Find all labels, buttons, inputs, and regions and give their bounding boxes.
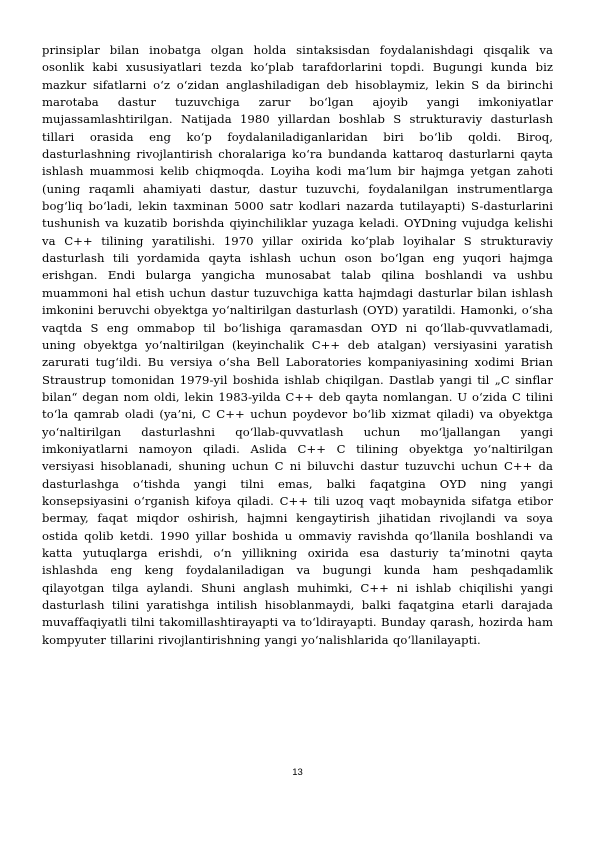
page-number: 13 — [292, 767, 303, 778]
body-paragraph: prinsiplar bilan inobatga olgan holda sintaksisdan foydalanishdagi qisqalik va osonlik kabi xususiyatlari tezda ko‘plab tarafdorlarini topdi. Bugungi kunda biz mazkur sifatlarni o‘z o‘zidan anglashiladigan deb hisoblaymiz, lekin S da birinchi marotaba dastur tuzuvchiga zarur bo‘lgan ajoyib yangi imkoniyatlar mujassamlashtirilgan. Natijada 1980 yillardan boshlab S strukturaviy dasturlash tillari orasida eng ko‘p foydalaniladiganlaridan biri bo‘lib qoldi. Biroq, dasturlashning rivojlantirish choralariga ko‘ra bundanda kattaroq dasturlarni qayta ishlash muammosi kelib chiqmoqda. Loyiha kodi ma’lum bir hajmga yetgan zahoti (uning raqamli ahamiyati dastur, dastur tuzuvchi, foydalanilgan instrumentlarga bog‘liq bo‘ladi, lekin taxminan 5000 satr kodlari nazarda tutilayapti) S-dasturlarini tushunish va kuzatib borishda qiyinchiliklar yuzaga keladi. OYDning vujudga kelishi va C++ tilining yaratilishi. 1970 yillar oxirida ko‘plab loyihalar S strukturaviy dasturlash tili yordamida qayta ishlash uchun oson bo‘lgan eng yuqori hajmga erishgan. Endi bularga yangicha munosabat talab qilina boshlandi va ushbu muammoni hal etish uchun dastur tuzuvchiga katta hajmdagi dasturlar bilan ishlash imkonini beruvchi obyektga yo‘naltirilgan dasturlash (OYD) yaratildi. Hamonki, o‘sha vaqtda S eng ommabop til bo‘lishiga qaramasdan OYD ni qo‘llab-quvvatlamadi, uning obyektga yo‘naltirilgan (keyinchalik C++ deb atalgan) versiyasini yaratish zarurati tug‘ildi. Bu versiya o‘sha Bell Laboratories kompaniyasining xodimi Brian Straustrup tomonidan 1979-yil boshida ishlab chiqilgan. Dastlab yangi til „C sinflar bilan“ degan nom oldi, lekin 1983-yilda C++ deb qayta nomlangan. U o‘zida C tilini to‘la qamrab oladi (ya’ni, C C++ uchun poydevor bo‘lib xizmat qiladi) va obyektga yo‘naltirilgan dasturlashni qo‘llab-quvvatlash uchun mo‘ljallangan yangi imkoniyatlarni namoyon qiladi. Aslida C++ C tilining obyektga yo‘naltirilgan versiyasi hisoblanadi, shuning uchun C ni biluvchi dastur tuzuvchi uchun C++ da dasturlashga o‘tishda yangi tilni emas, balki faqatgina OYD ning yangi konsepsiyasini o‘rganish kifoya qiladi. C++ tili uzoq vaqt mobaynida sifatga etibor bermay, faqat miqdor oshirish, hajmni kengaytirish jihatidan rivojlandi va soya ostida qolib ketdi. 1990 yillar boshida u ommaviy ravishda qo‘llanila boshlandi va katta yutuqlarga erishdi, o‘n yillikning oxirida esa dasturiy ta’minotni qayta ishlashda eng keng foydalaniladigan va bugungi kunda ham peshqadamlik qilayotgan tilga aylandi. Shuni anglash muhimki, C++ ni ishlab chiqilishi yangi dasturlash tilini yaratishga intilish hisoblanmaydi, balki faqatgina etarli darajada muvaffaqiyatli tilni takomillashtirayapti va to‘ldirayapti. Bunday qarash, hozirda ham kompyuter tillarini rivojlantirishning yangi yo‘nalishlarida qo‘llanilayapti. — [42, 43, 553, 647]
document-page — [42, 42, 553, 649]
